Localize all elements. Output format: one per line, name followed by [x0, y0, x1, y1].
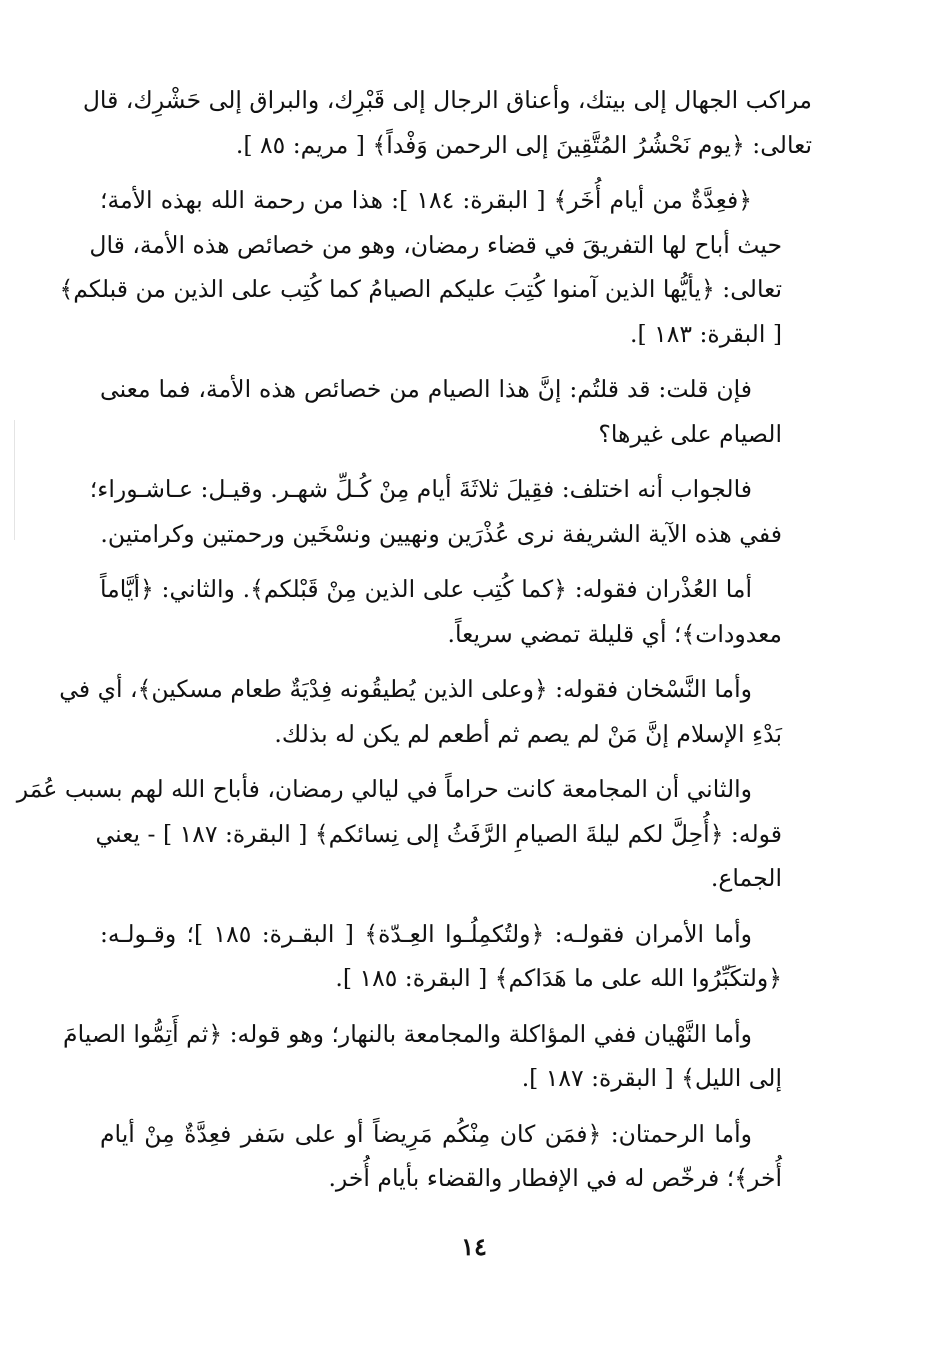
text-line: قوله: ﴿أُحِلَّ لكم ليلةَ الصيامِ الرَّفَثُ إلى نِسائكم﴾ [ البقرة: ١٨٧ ] - يعني: [95, 819, 782, 848]
page-body: [16, 78, 812, 1212]
paragraph: [63, 1012, 812, 1101]
text-line: فإن قلت: قد قلتُم: إنَّ هذا الصيام من خصائص هذه الأمة، فما معنى: [100, 375, 752, 403]
paragraph: [100, 367, 812, 456]
text-line: مراكب الجهال إلى بيتك، وأعناق الرجال إلى قَبْرِك، والبراق إلى حَشْرِك، قال: [82, 86, 812, 114]
text-line: ﴿ولتكَبِّرُوا الله على ما هَدَاكم﴾ [ البقرة: ١٨٥ ].: [335, 964, 782, 992]
paragraph: [100, 567, 812, 656]
text-line: تعالى: ﴿يوم نَحْشُرُ المُتَّقِينَ إلى الرحمن وَفْداً﴾ [ مريم: ٨٥ ].: [235, 130, 812, 159]
text-line: والثاني أن المجامعة كانت حراماً في ليالي رمضان، فأباح الله لهم بسبب عُمَر: [16, 775, 752, 803]
text-line: بَدْءِ الإسلام إنَّ مَنْ لم يصم ثم أطعم لم يكن له بذلك.: [274, 719, 782, 748]
paragraph: [16, 767, 812, 901]
paragraph: [82, 78, 812, 167]
paragraph: [59, 667, 812, 756]
page-number: ١٤: [461, 1232, 487, 1261]
text-line: وأما النَّسْخان فقوله: ﴿وعلى الذين يُطيقُونه فِدْيَةٌ طعام مسكين﴾، أي في: [59, 675, 752, 703]
paragraph: [100, 1112, 812, 1201]
text-line: حيث أباح لها التفريقَ في قضاء رمضان، وهو من خصائص هذه الأمة، قال: [89, 230, 782, 259]
text-line: ﴿فعِدَّةٌ من أيام أُخَر﴾ [ البقرة: ١٨٤ ]: هذا من رحمة الله بهذه الأمة؛: [100, 186, 752, 214]
text-line: وأما الأمران فقولـه: ﴿ولتُكمِلُـوا العِـدّة﴾ [ البقـرة: ١٨٥ ]؛ وقـولـه:: [100, 919, 752, 948]
margin-rule: [14, 420, 15, 540]
text-line: أما العُذْران فقوله: ﴿كما كُتِب على الذين مِنْ قَبْلكم﴾. والثاني: ﴿أيَّاماً: [100, 575, 752, 603]
text-line: وأما الرحمتان: ﴿فمَن كان مِنْكُم مَرِيضاً أو على سَفر فعِدَّةٌ مِنْ أيام: [100, 1119, 752, 1148]
text-line: وأما النَّهْيان ففي المؤاكلة والمجامعة بالنهار؛ وهو قوله: ﴿ثم أَتِمُّوا الصيامَ: [63, 1019, 752, 1048]
text-line: [ البقرة: ١٨٣ ].: [630, 319, 782, 348]
text-line: إلى الليل﴾ [ البقرة: ١٨٧ ].: [521, 1064, 782, 1092]
paragraph: [100, 912, 812, 1001]
text-line: أُخر﴾؛ فرخّص له في الإفطار والقضاء بأيام أُخر.: [328, 1164, 782, 1192]
paragraph: [89, 467, 812, 556]
text-line: الجماع.: [710, 864, 782, 892]
text-line: فالجواب أنه اختلف: فقِيلَ ثلاثَةَ أيام مِنْ كُـلِّ شهـر. وقيـل: عـاشـوراء؛: [89, 475, 752, 503]
text-line: تعالى: ﴿يأيُّها الذين آمنوا كُتِبَ عليكم الصيامُ كما كُتِب على الذين من قبلكم﴾: [59, 275, 782, 303]
paragraph: [59, 178, 812, 356]
text-line: الصيام على غيرها؟: [598, 419, 782, 448]
text-line: معدودات﴾؛ أي قليلة تمضي سريعاً.: [447, 619, 782, 648]
text-line: ففي هذه الآية الشريفة نرى عُذْرَين ونهيين ونسْخَين ورحمتين وكرامتين.: [100, 519, 782, 548]
